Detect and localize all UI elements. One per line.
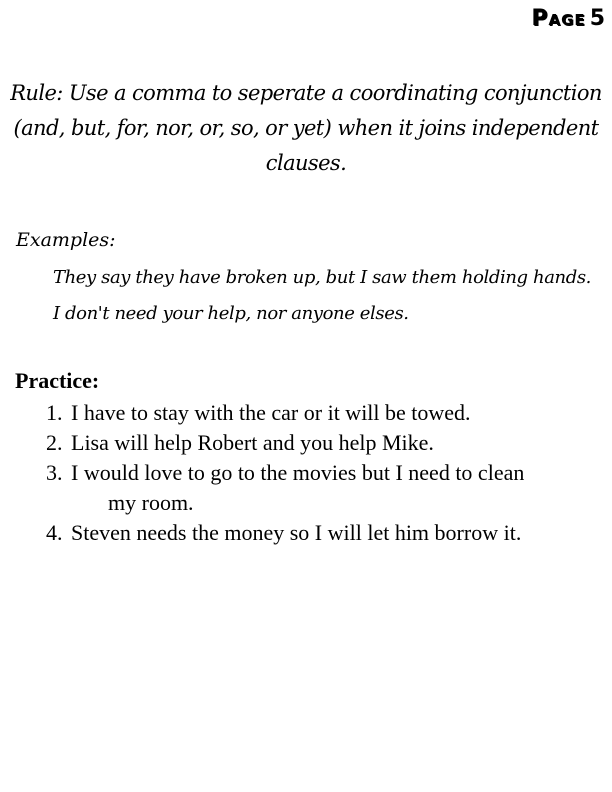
- examples-list: [53, 260, 591, 332]
- practice-item-number: 1.: [46, 400, 63, 425]
- page-number: 5: [589, 6, 606, 31]
- page-label-text: Page: [531, 6, 586, 31]
- practice-item-text: I would love to go to the movies but I need to clean: [71, 460, 525, 485]
- practice-item-text: I have to stay with the car or it will be towed.: [71, 400, 471, 425]
- practice-heading: Practice:: [15, 368, 100, 393]
- practice-item: [46, 428, 596, 458]
- rule-line-2: (and, but, for, nor, or, so, or yet) when it joins independent clauses.: [13, 116, 599, 175]
- example-item: I don't need your help, nor anyone elses.: [53, 303, 409, 324]
- practice-item: [46, 458, 596, 518]
- page-number-header: [531, 6, 606, 31]
- practice-item-number: 3.: [46, 460, 63, 485]
- practice-item-body: [71, 458, 596, 518]
- example-item: They say they have broken up, but I saw them holding hands.: [53, 267, 592, 288]
- practice-item: [46, 518, 596, 548]
- practice-item-text: Steven needs the money so I will let him borrow it.: [71, 520, 522, 545]
- examples-heading: Examples:: [16, 229, 116, 251]
- practice-item-number: 2.: [46, 430, 63, 455]
- practice-item-continuation: my room.: [108, 490, 194, 515]
- practice-list: [46, 398, 596, 548]
- practice-item-text: Lisa will help Robert and you help Mike.: [71, 430, 434, 455]
- rule-line-1: Rule: Use a comma to seperate a coordinating conjunction: [10, 81, 602, 105]
- practice-item: [46, 398, 596, 428]
- rule-statement: [4, 76, 608, 181]
- practice-item-number: 4.: [46, 520, 63, 545]
